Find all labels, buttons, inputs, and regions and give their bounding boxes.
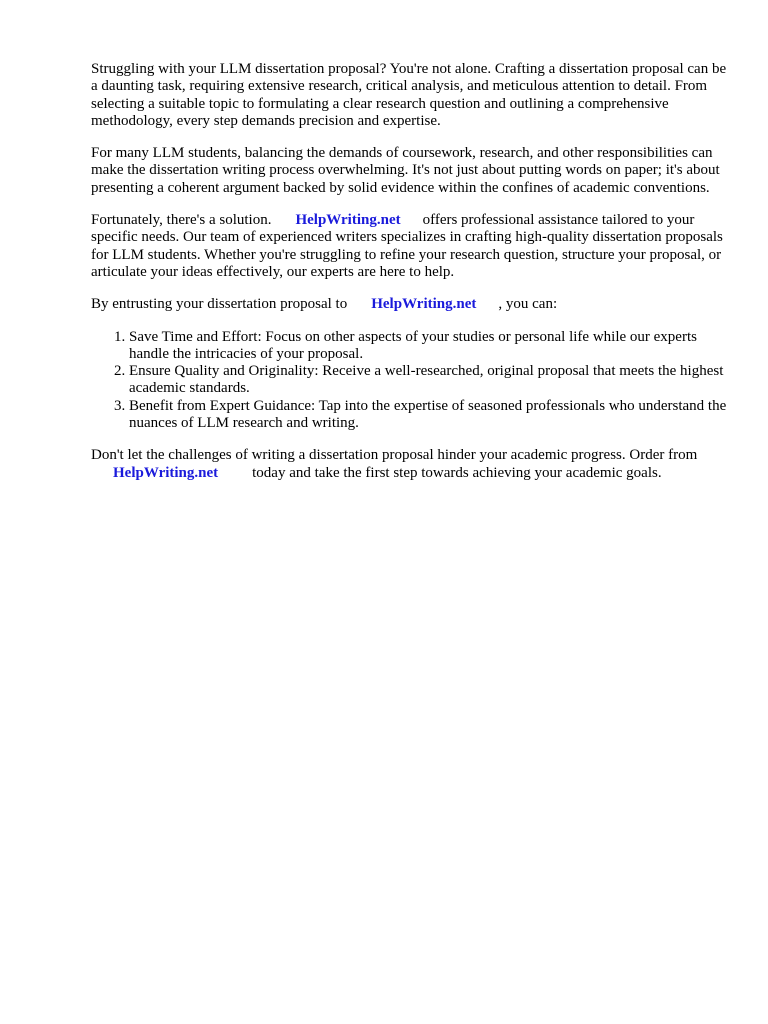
list-item: 2. Ensure Quality and Originality: Receive a well-researched, original proposal that meets the highest academic standards.	[129, 363, 731, 398]
helpwriting-link-1[interactable]: HelpWriting.net	[295, 212, 401, 229]
list-item: 1. Save Time and Effort: Focus on other aspects of your studies or personal life while our experts handle the intricacies of your proposal.	[129, 329, 731, 364]
closing-text-before: Don't let the challenges of writing a dissertation proposal hinder your academic progress. Order from	[91, 447, 698, 464]
intro-paragraph: Struggling with your LLM dissertation proposal? You're not alone. Crafting a dissertation proposal can be a daunting task, requiring extensive research, critical analysis, and meticulous attention to detail. From selecting a suitable topic to formulating a clear research question and outlining a comprehensive methodology, every step demands precision and expertise.	[91, 61, 727, 129]
helpwriting-link-3[interactable]: HelpWriting.net	[113, 464, 219, 481]
challenges-paragraph: For many LLM students, balancing the demands of coursework, research, and other responsibilities can make the dissertation writing process overwhelming. It's not just about putting words on paper; it's about presenting a coherent argument backed by solid evidence within the confines of academic conventions.	[91, 145, 720, 196]
closing-paragraph	[91, 447, 731, 482]
entrusting-text-before: By entrusting your dissertation proposal to	[91, 296, 348, 313]
solution-text-after: offers professional assistance tailored to your specific needs. Our team of experienced writers specializes in crafting high-quality dissertation proposals for LLM students. Whether you're struggling to refine your research question, structure your proposal, or articulate your ideas effectively, our experts are here to help.	[91, 212, 723, 280]
closing-text-after: today and take the first step towards achieving your academic goals.	[252, 464, 662, 481]
benefits-list	[91, 329, 731, 433]
solution-paragraph	[91, 212, 731, 281]
helpwriting-link-2[interactable]: HelpWriting.net	[371, 296, 477, 313]
entrusting-text-after: , you can:	[498, 296, 558, 313]
entrusting-paragraph	[91, 296, 731, 313]
solution-text-before: Fortunately, there's a solution.	[91, 212, 272, 229]
document-body	[91, 61, 731, 497]
list-item: 3. Benefit from Expert Guidance: Tap into the expertise of seasoned professionals who understand the nuances of LLM research and writing.	[129, 398, 731, 433]
